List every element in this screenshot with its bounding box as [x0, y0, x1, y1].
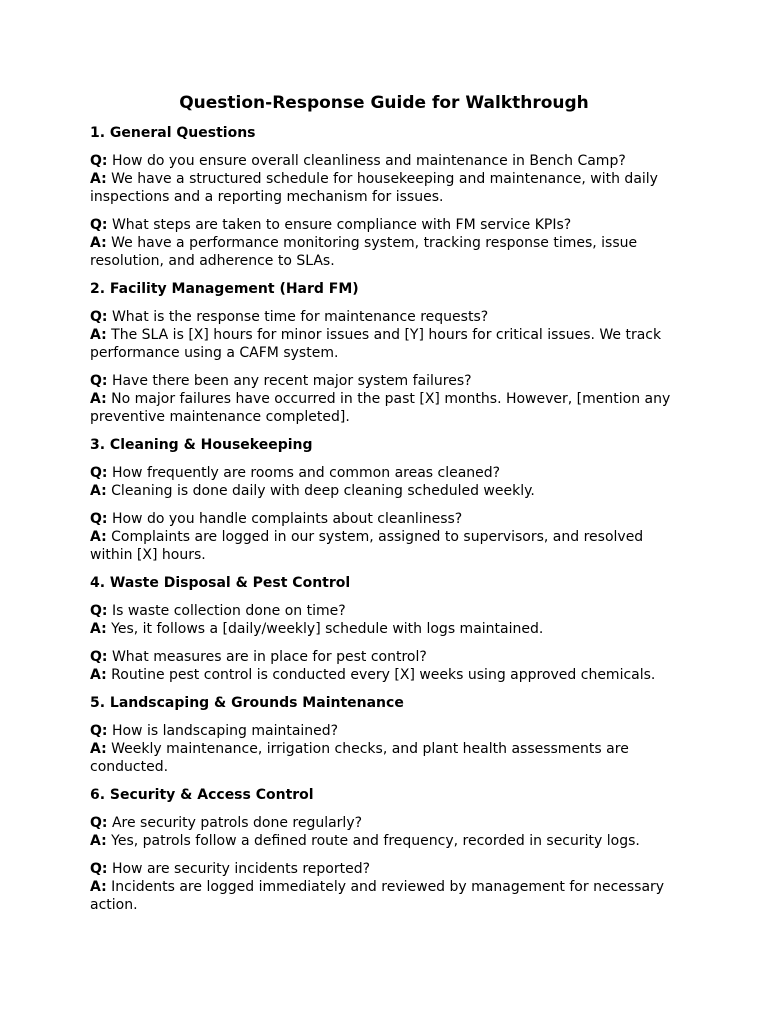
answer	[90, 832, 678, 850]
question	[90, 860, 678, 878]
question-text: Are security patrols done regularly?	[111, 815, 363, 831]
answer-label: A:	[90, 741, 107, 757]
answer-label: A:	[90, 483, 107, 499]
question-text: How frequently are rooms and common areas cleaned?	[111, 465, 501, 481]
answer-text: No major failures have occurred in the past [X] months. However, [mention any preventive maintenance completed].	[90, 391, 671, 425]
question-text: Have there been any recent major system failures?	[111, 373, 472, 389]
answer	[90, 528, 678, 564]
question-label: Q:	[90, 373, 108, 389]
answer	[90, 740, 678, 776]
answer-text: Weekly maintenance, irrigation checks, and plant health assessments are conducted.	[90, 741, 629, 775]
question	[90, 372, 678, 390]
question-label: Q:	[90, 649, 108, 665]
section-heading: 2. Facility Management (Hard FM)	[90, 281, 359, 297]
answer-label: A:	[90, 529, 107, 545]
question-text: How do you handle complaints about cleanliness?	[111, 511, 463, 527]
document-title: Question-Response Guide for Walkthrough	[179, 93, 589, 113]
question-label: Q:	[90, 217, 108, 233]
question-label: Q:	[90, 153, 108, 169]
section-heading: 5. Landscaping & Grounds Maintenance	[90, 695, 404, 711]
answer-text: Yes, it follows a [daily/weekly] schedule with logs maintained.	[111, 621, 544, 637]
qa-pair	[90, 308, 678, 362]
qa-pair	[90, 860, 678, 914]
qa-pair	[90, 510, 678, 564]
question-label: Q:	[90, 603, 108, 619]
section-waste-pest-control	[90, 574, 678, 684]
question-label: Q:	[90, 465, 108, 481]
answer-text: The SLA is [X] hours for minor issues and [Y] hours for critical issues. We track performance using a CAFM system.	[90, 327, 662, 361]
question	[90, 648, 678, 666]
answer	[90, 234, 678, 270]
question-label: Q:	[90, 815, 108, 831]
qa-pair	[90, 814, 678, 850]
question-label: Q:	[90, 309, 108, 325]
qa-pair	[90, 648, 678, 684]
answer-text: Incidents are logged immediately and reviewed by management for necessary action.	[90, 879, 665, 913]
answer	[90, 666, 678, 684]
answer	[90, 482, 678, 500]
question-text: How is landscaping maintained?	[111, 723, 339, 739]
question-text: What steps are taken to ensure compliance with FM service KPIs?	[111, 217, 572, 233]
answer-text: Routine pest control is conducted every [X] weeks using approved chemicals.	[111, 667, 656, 683]
answer	[90, 326, 678, 362]
question	[90, 510, 678, 528]
answer-text: Cleaning is done daily with deep cleaning scheduled weekly.	[111, 483, 535, 499]
answer-label: A:	[90, 621, 107, 637]
section-facility-management	[90, 280, 678, 426]
question-text: How do you ensure overall cleanliness and maintenance in Bench Camp?	[111, 153, 626, 169]
section-heading: 1. General Questions	[90, 125, 256, 141]
answer	[90, 390, 678, 426]
section-heading: 4. Waste Disposal & Pest Control	[90, 575, 351, 591]
qa-pair	[90, 602, 678, 638]
answer	[90, 878, 678, 914]
question	[90, 216, 678, 234]
answer-label: A:	[90, 833, 107, 849]
question	[90, 722, 678, 740]
question-label: Q:	[90, 861, 108, 877]
question-text: How are security incidents reported?	[111, 861, 371, 877]
answer-label: A:	[90, 879, 107, 895]
question-label: Q:	[90, 723, 108, 739]
question-text: What is the response time for maintenance requests?	[111, 309, 489, 325]
answer-label: A:	[90, 171, 107, 187]
question	[90, 152, 678, 170]
qa-pair	[90, 722, 678, 776]
question	[90, 464, 678, 482]
section-heading: 3. Cleaning & Housekeeping	[90, 437, 313, 453]
answer-label: A:	[90, 391, 107, 407]
question	[90, 814, 678, 832]
section-general-questions	[90, 124, 678, 270]
answer-label: A:	[90, 667, 107, 683]
section-landscaping	[90, 694, 678, 776]
qa-pair	[90, 464, 678, 500]
question	[90, 602, 678, 620]
answer-text: We have a structured schedule for housekeeping and maintenance, with daily inspections and a reporting mechanism for issues.	[90, 171, 658, 205]
section-security-access	[90, 786, 678, 914]
section-cleaning-housekeeping	[90, 436, 678, 564]
answer-label: A:	[90, 327, 107, 343]
answer	[90, 170, 678, 206]
question-text: What measures are in place for pest control?	[111, 649, 427, 665]
answer-label: A:	[90, 235, 107, 251]
question-label: Q:	[90, 511, 108, 527]
answer	[90, 620, 678, 638]
question-text: Is waste collection done on time?	[111, 603, 346, 619]
answer-text: Yes, patrols follow a defined route and frequency, recorded in security logs.	[111, 833, 640, 849]
answer-text: We have a performance monitoring system, tracking response times, issue resolution, and adherence to SLAs.	[90, 235, 638, 269]
qa-pair	[90, 216, 678, 270]
qa-pair	[90, 152, 678, 206]
section-heading: 6. Security & Access Control	[90, 787, 314, 803]
qa-pair	[90, 372, 678, 426]
answer-text: Complaints are logged in our system, assigned to supervisors, and resolved within [X] hours.	[90, 529, 644, 563]
question	[90, 308, 678, 326]
